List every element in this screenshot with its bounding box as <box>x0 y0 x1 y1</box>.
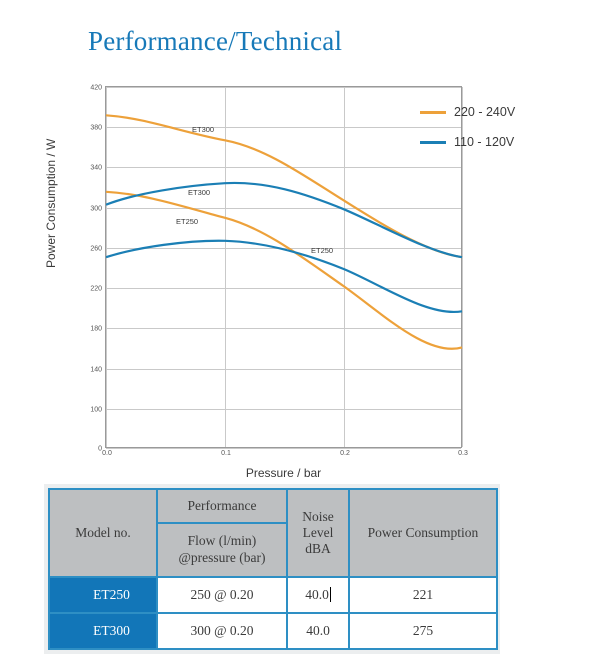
cell-flow-et300[interactable]: 300 @ 0.20 <box>157 613 287 649</box>
header-performance-sub <box>157 523 287 577</box>
y-tick: 300 <box>90 205 102 213</box>
curve-annotation: ET250 <box>176 217 199 226</box>
legend-swatch-icon <box>420 111 446 114</box>
table-row[interactable] <box>49 577 497 613</box>
header-model: Model no. <box>49 489 157 577</box>
y-tick: 220 <box>90 285 102 293</box>
cell-model-et250[interactable]: ET250 <box>49 577 157 613</box>
y-tick: 380 <box>90 124 102 132</box>
x-tick: 0.1 <box>221 450 231 457</box>
cell-power-et300[interactable]: 275 <box>349 613 497 649</box>
series-et250-220-240v <box>106 192 462 349</box>
noise-value: 40.0 <box>305 587 329 602</box>
legend-item-110-120v <box>420 135 575 149</box>
y-tick: 140 <box>90 366 102 374</box>
cell-flow-et250[interactable]: 250 @ 0.20 <box>157 577 287 613</box>
y-tick: 180 <box>90 325 102 333</box>
cell-noise-et300[interactable]: 40.0 <box>287 613 349 649</box>
header-noise-line3: dBA <box>305 541 331 556</box>
legend-label: 110 - 120V <box>454 135 515 149</box>
x-tick: 0.3 <box>458 450 468 457</box>
cell-power-et250[interactable]: 221 <box>349 577 497 613</box>
header-noise-line1: Noise <box>302 509 334 524</box>
y-tick: 340 <box>90 164 102 172</box>
chart-curves <box>106 87 463 449</box>
header-flow-line1: Flow (l/min) <box>187 533 257 549</box>
specs-table-wrapper <box>44 484 500 654</box>
specs-table <box>48 488 498 650</box>
table-header-row <box>49 489 497 523</box>
curve-annotation: ET300 <box>188 188 211 197</box>
legend-label: 220 - 240V <box>454 105 516 119</box>
header-flow-line2: @pressure (bar) <box>178 550 266 565</box>
legend-item-220-240v <box>420 105 575 119</box>
table-row[interactable] <box>49 613 497 649</box>
x-axis-label: Pressure / bar <box>245 466 322 480</box>
x-tick: 0.0 <box>102 450 112 457</box>
x-tick: 0.2 <box>340 450 350 457</box>
y-tick: 100 <box>90 406 102 414</box>
y-tick: 0 <box>98 445 102 453</box>
header-noise-line2: Level <box>302 525 334 540</box>
plot-area <box>90 84 468 457</box>
y-tick: 260 <box>90 245 102 253</box>
y-tick: 420 <box>90 84 102 92</box>
legend-swatch-icon <box>420 141 446 144</box>
series-et250-110-120v <box>106 241 462 312</box>
page-title: Performance/Technical <box>88 26 343 56</box>
curve-annotation: ET300 <box>192 125 215 134</box>
curve-annotation: ET250 <box>311 246 334 255</box>
header-performance: Performance <box>157 489 287 523</box>
header-noise-level <box>287 489 349 577</box>
chart-legend <box>420 105 575 165</box>
cell-model-et300[interactable]: ET300 <box>49 613 157 649</box>
series-et300-220-240v <box>106 115 462 257</box>
y-axis-label: Power Consumption / W <box>44 138 58 268</box>
text-caret <box>330 587 331 602</box>
cell-noise-et250[interactable] <box>287 577 349 613</box>
header-power-consumption: Power Consumption <box>349 489 497 577</box>
